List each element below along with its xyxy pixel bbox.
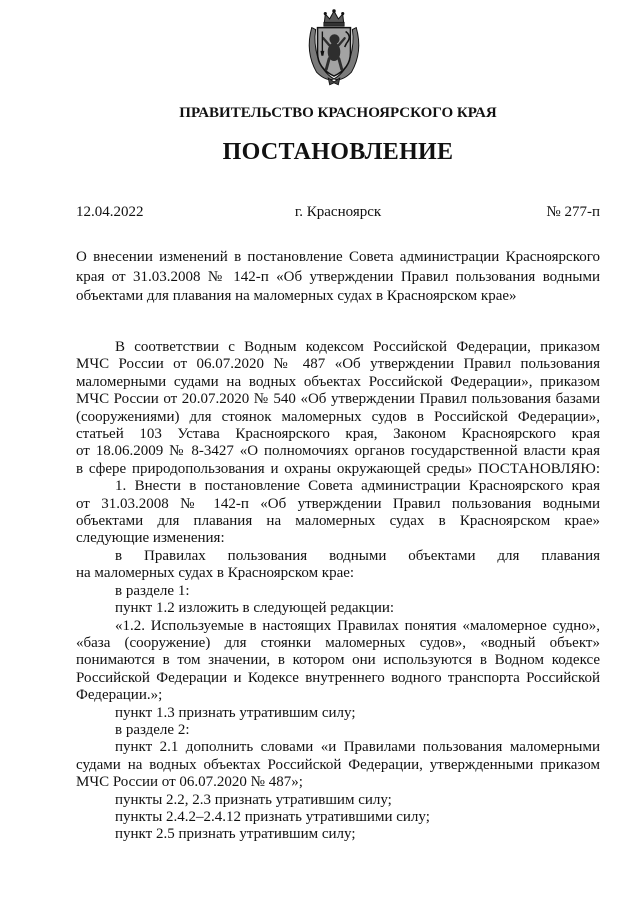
document-meta-row (76, 203, 600, 221)
document-number: № 277-п (546, 204, 600, 220)
text-line: «база (сооружение) для стоянки маломерных судов», «водный объект» (76, 634, 600, 651)
text-line: МЧС России от 06.07.2020 № 487»; (76, 774, 303, 791)
text-line: Федерации.»; (76, 687, 163, 704)
text-line: В соответствии с Водным кодексом Российской Федерации, приказом (115, 339, 600, 355)
text-line: маломерными судами на водных объектах Российской Федерации», приказом (76, 373, 600, 390)
text-line: в разделе 1: (115, 582, 190, 599)
document-body (76, 339, 600, 844)
text-line: пункты 2.2, 2.3 признать утратившим силу; (115, 791, 392, 808)
document-title (76, 248, 600, 307)
text-line: на маломерных судах в Красноярском крае: (76, 565, 355, 582)
text-line: МЧС России от 20.07.2020 № 540 «Об утверждении Правил пользования базами (76, 391, 600, 408)
title-line: О внесении изменений в постановление Совета администрации Красноярского (76, 249, 600, 265)
text-line: пункт 2.1 дополнить словами «и Правилами пользования маломерными (115, 739, 600, 756)
document-city: г. Красноярск (294, 204, 382, 220)
text-line: в Правилах пользования водными объектами для плавания (115, 547, 600, 564)
organization-name: ПРАВИТЕЛЬСТВО КРАСНОЯРСКОГО КРАЯ (179, 105, 497, 121)
document-type: ПОСТАНОВЛЕНИЕ (222, 139, 454, 165)
text-line: «1.2. Используемые в настоящих Правилах понятия «маломерное судно», (115, 617, 600, 634)
text-line: пункт 1.3 признать утратившим силу; (115, 704, 356, 721)
text-line: пункты 2.4.2–2.4.12 признать утратившими силу; (115, 808, 430, 825)
text-line: МЧС России от 06.07.2020 № 487 «Об утверждении Правил пользования (76, 356, 600, 373)
coat-of-arms-icon (303, 8, 365, 86)
text-line: пункт 1.2 изложить в следующей редакции: (115, 600, 395, 617)
text-line: судами на водных объектах Российской Федерации, утвержденными приказом (76, 756, 600, 773)
text-line: от 31.03.2008 № 142-п «Об утверждении Правил пользования водными (76, 495, 600, 512)
title-line: объектами для плавания на маломерных судах в Красноярском крае» (76, 288, 517, 304)
text-line: пункт 2.5 признать утратившим силу; (115, 826, 356, 843)
text-line: в разделе 2: (115, 721, 190, 738)
document-date: 12.04.2022 (76, 204, 144, 220)
text-line: (сооружениями) для стоянок маломерных судов в Российской Федерации», (76, 408, 600, 425)
text-line: от 18.06.2009 № 8-3427 «О полномочиях органов государственной власти края (76, 443, 600, 460)
title-line: края от 31.03.2008 № 142-п «Об утверждении Правил пользования водными (76, 268, 600, 285)
text-line: Российской Федерации и Кодексе внутреннего водного транспорта Российской (76, 669, 600, 686)
text-line: статьей 103 Устава Красноярского края, Законом Красноярского края (76, 426, 600, 443)
text-line: в сфере природопользования и охраны окружающей среды» ПОСТАНОВЛЯЮ: (76, 460, 600, 477)
text-line: следующие изменения: (76, 530, 225, 547)
text-line: объектами для плавания на маломерных судах в Красноярском крае» (76, 513, 600, 530)
text-line: 1. Внести в постановление Совета администрации Красноярского края (115, 478, 600, 495)
text-line: понимаются в том значении, в котором они используются в Водном кодексе (76, 652, 600, 669)
